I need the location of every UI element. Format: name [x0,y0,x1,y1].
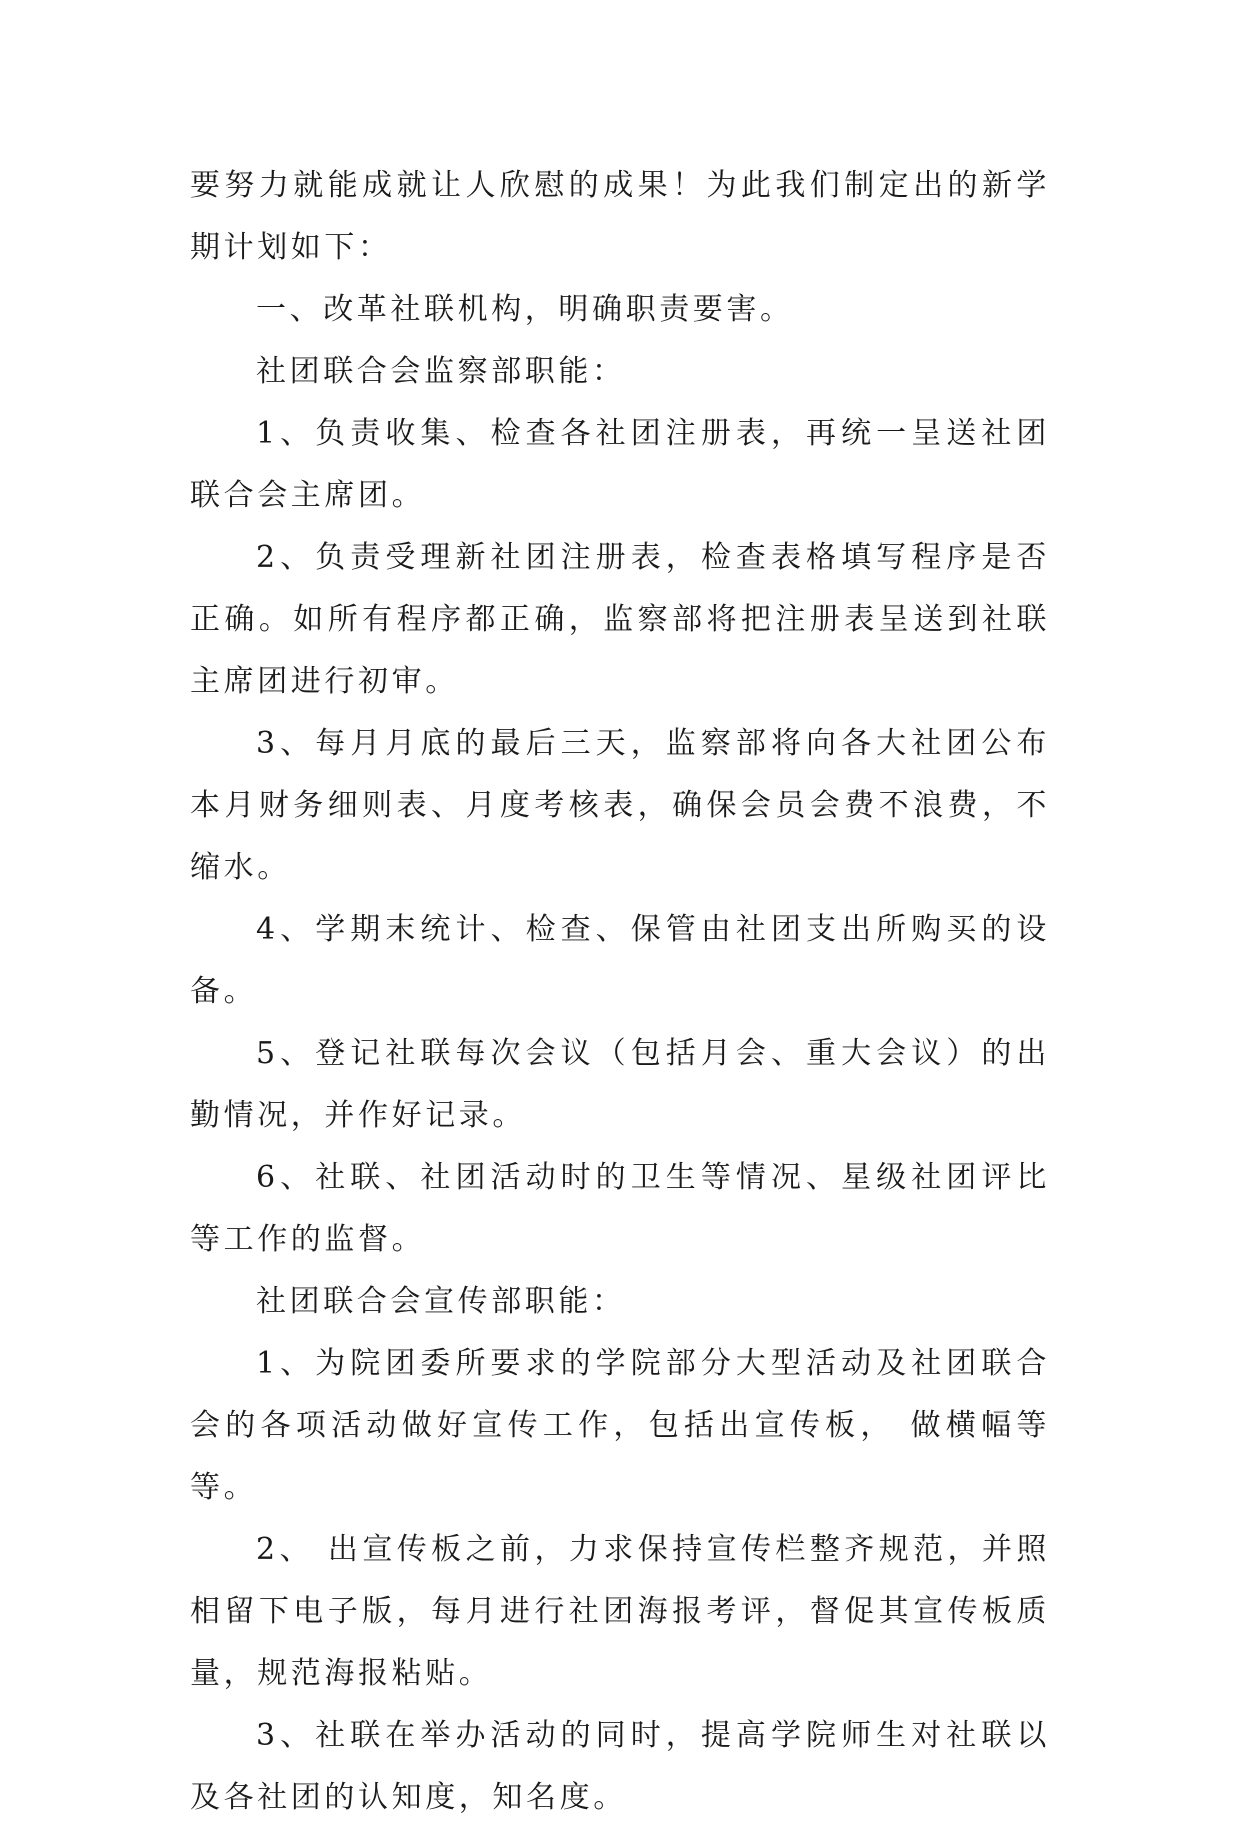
document-body [190,155,1050,1829]
supervision-item-1: 1、负责收集、检查各社团注册表，再统一呈送社团联合会主席团。 [190,416,1050,513]
publicity-item-2: 2、 出宣传板之前，力求保持宣传栏整齐规范，并照相留下电子版，每月进行社团海报考评，督促其宣传板质量，规范海报粘贴。 [190,1532,1050,1691]
paragraph-continuation: 要努力就能成就让人欣慰的成果！为此我们制定出的新学期计划如下： [190,168,1050,265]
subheading-supervision-dept: 社团联合会监察部职能： [256,354,626,389]
subheading-publicity-dept: 社团联合会宣传部职能： [256,1284,626,1319]
supervision-item-3: 3、每月月底的最后三天，监察部将向各大社团公布本月财务细则表、月度考核表，确保会员会费不浪费，不缩水。 [190,726,1050,885]
supervision-item-2: 2、负责受理新社团注册表，检查表格填写程序是否正确。如所有程序都正确，监察部将把注册表呈送到社联主席团进行初审。 [190,540,1050,699]
supervision-item-4: 4、学期末统计、检查、保管由社团支出所购买的设备。 [190,912,1050,1009]
section-heading-reform: 一、改革社联机构，明确职责要害。 [256,292,794,327]
supervision-item-5: 5、登记社联每次会议（包括月会、重大会议）的出勤情况，并作好记录。 [190,1036,1050,1133]
supervision-item-6: 6、社联、社团活动时的卫生等情况、星级社团评比等工作的监督。 [190,1160,1050,1257]
publicity-item-3: 3、社联在举办活动的同时，提高学院师生对社联以及各社团的认知度，知名度。 [190,1718,1050,1815]
publicity-item-1: 1、为院团委所要求的学院部分大型活动及社团联合会的各项活动做好宣传工作，包括出宣传板， 做横幅等等。 [190,1346,1050,1505]
